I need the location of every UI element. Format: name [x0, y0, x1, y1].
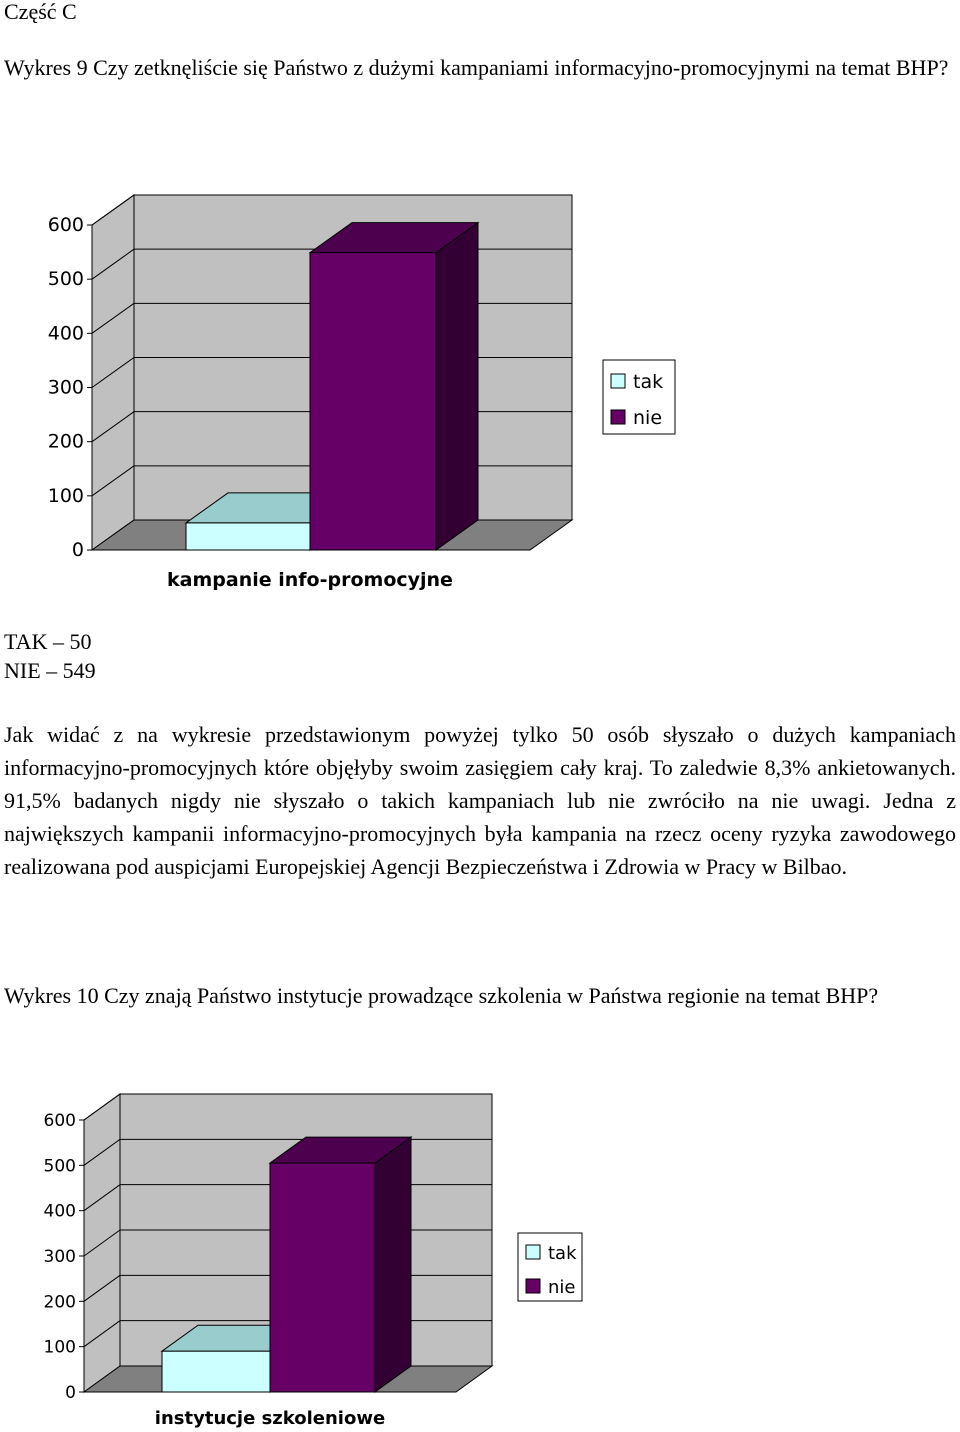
- stat-tak: TAK – 50: [4, 629, 92, 654]
- chart9-ytick-label: 600: [47, 214, 84, 236]
- chart9-legend-swatch-tak: [611, 374, 625, 388]
- chart9-caption: Wykres 9 Czy zetknęliście się Państwo z dużymi kampaniami informacyjno-promocyjnymi na temat BHP?: [4, 55, 949, 80]
- chart9-ytick-label: 300: [47, 376, 84, 399]
- chart10-bar-tak-front: [162, 1351, 270, 1392]
- chart9-bar-nie-side: [436, 223, 478, 550]
- chart10-ytick-label: 300: [43, 1247, 76, 1267]
- chart10-legend-swatch-tak: [526, 1245, 540, 1259]
- chart10-ytick-label: 100: [43, 1337, 76, 1358]
- chart10-legend-label-nie: nie: [548, 1277, 576, 1298]
- chart10-caption: Wykres 10 Czy znają Państwo instytucje prowadzące szkolenia w Państwa regionie na temat BHP?: [4, 983, 879, 1008]
- chart10-legend-label-tak: tak: [548, 1243, 577, 1264]
- chart9-legend-label-nie: nie: [633, 407, 663, 429]
- chart10-ytick-label: 600: [43, 1111, 76, 1131]
- chart10: [0, 1080, 620, 1432]
- section-title: Część C: [4, 0, 77, 24]
- chart9-legend-label-tak: tak: [633, 371, 664, 393]
- analysis-text: Jak widać z na wykresie przedstawionym powyżej tylko 50 osób słyszało o dużych kampaniach informacyjno-promocyjnych które objęłyby swoim zasięgiem cały kraj. To zaledwie 8,3% ankietowanych. 91,5% badanych nigdy nie słyszało o takich kampaniach lub nie zwróciło na nie uwagi. Jedna z największych kampanii informacyjno-promocyjnych była kampania na rzecz oceny ryzyka zawodowego realizowana pod auspicjami Europejskiej Agencji Bezpieczeństwa i Zdrowia w Pracy w Bilbao.: [4, 722, 956, 879]
- chart10-bar-nie-side: [375, 1137, 411, 1392]
- chart9: [0, 180, 720, 600]
- chart9-bar-nie-front: [310, 253, 436, 550]
- chart9-ytick-label: 400: [47, 322, 84, 345]
- chart10-ytick-label: 200: [43, 1292, 76, 1313]
- chart9-ytick-label: 0: [71, 539, 84, 561]
- chart10-legend-swatch-nie: [526, 1279, 540, 1293]
- chart9-ytick-label: 500: [47, 268, 84, 291]
- chart9-legend-swatch-nie: [611, 410, 625, 424]
- chart10-ytick-label: 0: [65, 1383, 76, 1403]
- stat-nie: NIE – 549: [4, 658, 96, 683]
- chart10-bar-nie-front: [270, 1163, 375, 1392]
- chart9-bar-tak-front: [186, 523, 310, 550]
- chart10-ytick-label: 500: [43, 1156, 76, 1177]
- chart10-ytick-label: 400: [43, 1201, 76, 1222]
- chart9-category-label: kampanie info-promocyjne: [167, 569, 453, 591]
- chart9-ytick-label: 100: [47, 484, 84, 507]
- analysis-paragraph: [4, 718, 956, 883]
- chart9-ytick-label: 200: [47, 430, 84, 453]
- chart10-category-label: instytucje szkoleniowe: [154, 1408, 386, 1429]
